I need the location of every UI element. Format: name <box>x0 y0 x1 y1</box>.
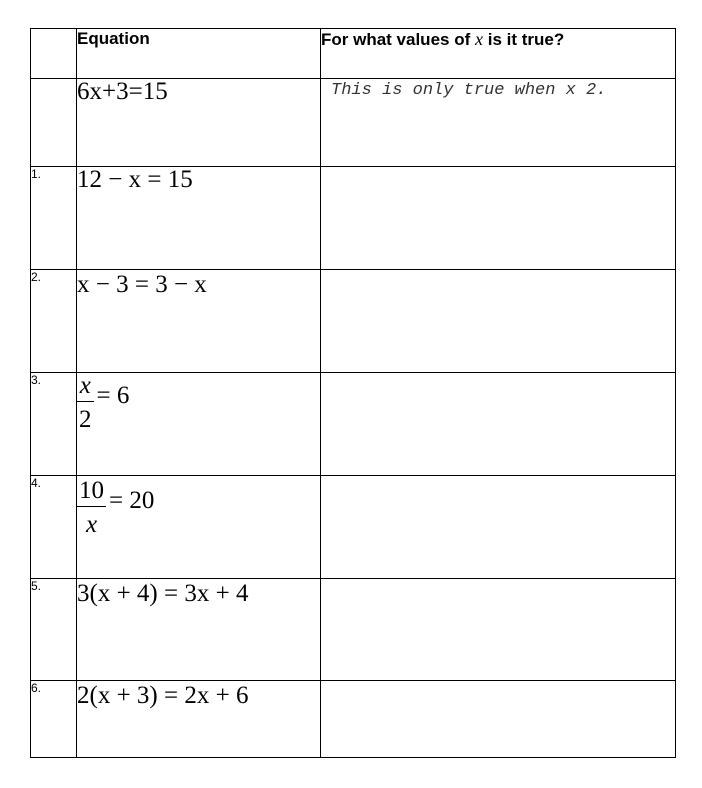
header-question-variable: x <box>474 29 483 49</box>
fraction-numerator: 10 <box>77 478 106 507</box>
equation-text: 2(x + 3) = 2x + 6 <box>77 682 249 709</box>
fraction-equation <box>77 373 320 432</box>
row-number: 4. <box>31 476 77 579</box>
equation-worksheet-table <box>30 28 676 758</box>
row-number: 5. <box>31 579 77 681</box>
example-answer-cell <box>321 79 676 167</box>
fraction-numerator: x <box>77 373 94 402</box>
fraction <box>77 373 94 432</box>
equation-rhs: = 6 <box>96 382 130 409</box>
table-row <box>31 476 676 579</box>
fraction <box>77 478 106 537</box>
header-row <box>31 29 676 79</box>
answer-cell[interactable] <box>321 167 676 270</box>
table-row <box>31 579 676 681</box>
example-equation <box>77 79 321 167</box>
header-question-suffix: is it true? <box>487 30 565 49</box>
table-row <box>31 167 676 270</box>
equation-rhs: = 20 <box>109 487 155 514</box>
equation-cell <box>77 681 321 758</box>
header-question-prefix: For what values of <box>321 30 471 49</box>
equation-text: 3(x + 4) = 3x + 4 <box>77 580 249 607</box>
answer-cell[interactable] <box>321 270 676 373</box>
equation-cell <box>77 167 321 270</box>
row-number: 3. <box>31 373 77 476</box>
equation-text: 12 − x = 15 <box>77 166 193 193</box>
answer-cell[interactable] <box>321 476 676 579</box>
equation-cell <box>77 476 321 579</box>
row-number: 1. <box>31 167 77 270</box>
table-row <box>31 681 676 758</box>
answer-cell[interactable] <box>321 373 676 476</box>
table-row <box>31 270 676 373</box>
example-row <box>31 79 676 167</box>
equation-cell <box>77 579 321 681</box>
row-number: 2. <box>31 270 77 373</box>
fraction-equation <box>77 478 320 537</box>
table-row <box>31 373 676 476</box>
equation-cell <box>77 270 321 373</box>
equation-text: x − 3 = 3 − x <box>77 271 207 298</box>
example-number-cell <box>31 79 77 167</box>
fraction-denominator: x <box>85 511 98 538</box>
header-question <box>321 29 676 79</box>
answer-cell[interactable] <box>321 579 676 681</box>
fraction-denominator: 2 <box>79 406 92 433</box>
answer-cell[interactable] <box>321 681 676 758</box>
example-equation-text: 6x+3=15 <box>77 78 168 105</box>
equation-cell <box>77 373 321 476</box>
header-number-cell <box>31 29 77 79</box>
row-number: 6. <box>31 681 77 758</box>
example-answer: This is only true when x 2. <box>331 81 607 100</box>
header-equation: Equation <box>77 29 321 79</box>
